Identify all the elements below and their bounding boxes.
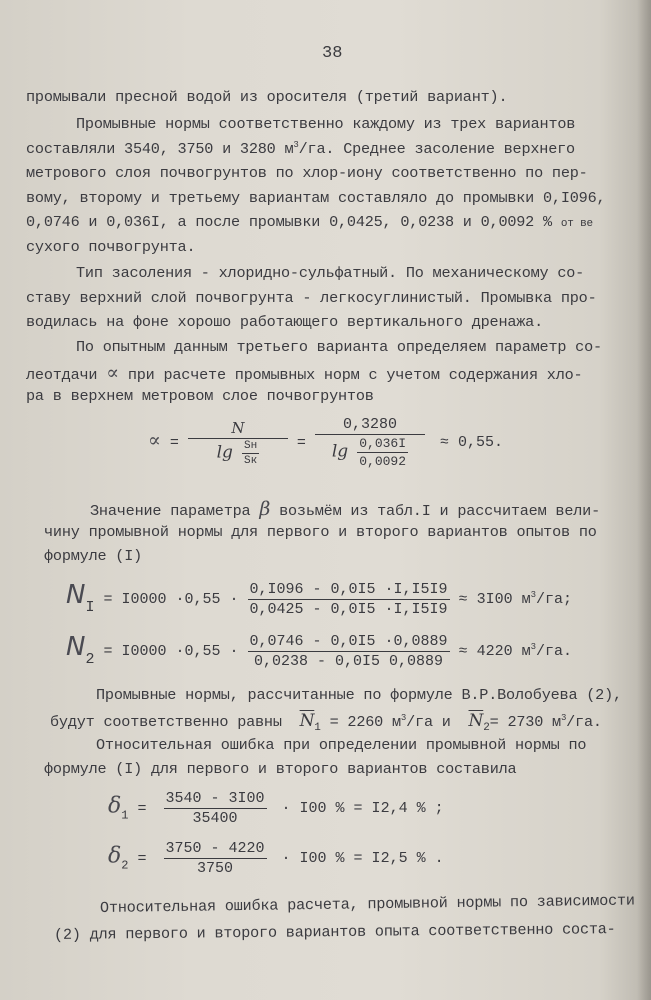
- equals-sign: =: [296, 434, 306, 452]
- text-line: [26, 213, 593, 231]
- subscript: 2: [483, 722, 490, 734]
- formula-result: · I00 % = I2,5 % .: [281, 850, 444, 868]
- text-line: сухого почвогрунта.: [26, 238, 196, 256]
- fraction: [315, 416, 425, 469]
- superscript: 3: [530, 590, 537, 600]
- numerator: 0,0746 - 0,0I5 ·0,0889: [249, 632, 448, 650]
- delta-symbol: δ: [108, 793, 122, 819]
- numerator: 0,I096 - 0,0I5 ·I,I5I9: [249, 580, 448, 598]
- denominator: 0,0238 - 0,0I5 0,0889: [254, 652, 444, 670]
- fraction: [248, 581, 450, 618]
- formula-n1: [66, 580, 572, 618]
- text-line: Тип засоления - хлоридно-сульфатный. По механическому со-: [76, 264, 585, 282]
- text-fragment: при расчете промывных норм с учетом содержания хло-: [127, 366, 583, 384]
- text-line: По опытным данным третьего варианта определяем параметр со-: [76, 338, 602, 356]
- alpha-symbol: ∝: [148, 429, 161, 452]
- denominator: 0,0092: [359, 454, 407, 469]
- text-line: Относительная ошибка при определении промывной нормы по: [96, 736, 587, 754]
- text-line: [50, 711, 602, 734]
- denominator: 35400: [192, 810, 238, 827]
- superscript: 3: [293, 140, 299, 150]
- fraction: [164, 840, 267, 877]
- formula-result: ≈ 4220 м: [458, 643, 531, 660]
- n-bar-symbol: $\overline{N}$: [299, 711, 315, 731]
- text-line: водилась на фоне хорошо работающего вертикального дренажа.: [26, 313, 544, 331]
- unit: /га.: [536, 643, 573, 660]
- subscript: 1: [314, 722, 321, 734]
- text-fragment: составляли 3540, 3750 и 3280 м: [26, 140, 294, 158]
- superscript: 3: [560, 713, 567, 723]
- formula-result: ≈ 3I00 м: [458, 591, 531, 608]
- superscript: 3: [530, 642, 537, 652]
- denominator: Sк: [243, 454, 258, 467]
- text-line: Относительная ошибка расчета, промывной нормы по зависимости: [99, 891, 635, 917]
- unit: /га;: [536, 591, 573, 608]
- numerator: 0,036I: [359, 436, 407, 451]
- denominator: 0,0425 - 0,0I5 ·I,I5I9: [249, 600, 448, 618]
- text-line: (2) для первого и второго вариантов опыта соответственно соста-: [53, 920, 616, 944]
- text-line: Промывные нормы, рассчитанные по формуле В.Р.Волобуева (2),: [96, 686, 622, 704]
- equals-sign: =: [137, 800, 147, 818]
- coefficient: = I0000 ·0,55 ·: [103, 591, 239, 608]
- log-label: lg: [216, 441, 233, 462]
- text-line: ставу верхний слой почвогрунта - легкосуглинистый. Промывка про-: [26, 289, 597, 307]
- text-line: чину промывной нормы для первого и второго вариантов опытов по: [44, 523, 597, 541]
- fraction: [242, 440, 259, 467]
- denominator: [188, 439, 288, 467]
- page-number: 38: [322, 44, 343, 63]
- subscript: I: [85, 599, 95, 616]
- numerator: N: [188, 419, 288, 439]
- text-line: Промывные нормы соответственно каждому из трех вариантов: [76, 115, 576, 133]
- numerator: 3750 - 4220: [165, 840, 265, 857]
- beta-symbol: β: [259, 498, 271, 520]
- fraction: [357, 436, 408, 469]
- subscript: 2: [121, 858, 129, 873]
- subscript: 2: [85, 651, 95, 668]
- text-fragment: /га и: [406, 713, 451, 731]
- text-fragment: /га. Среднее засоление верхнего: [298, 140, 575, 158]
- delta-symbol: δ: [108, 843, 122, 869]
- text-line: вому, второму и третьему вариантам составляло до промывки 0,I096,: [26, 189, 606, 207]
- log-label: lg: [331, 441, 349, 462]
- denominator: [315, 435, 425, 469]
- alpha-symbol: ∝: [106, 362, 119, 384]
- fraction: [188, 419, 288, 467]
- numerator: Sн: [243, 439, 258, 452]
- numerator: 0,3280: [315, 416, 425, 435]
- formula-result: · I00 % = I2,4 % ;: [281, 800, 444, 818]
- subscript: 1: [121, 808, 129, 823]
- text-line: формуле (I) для первого и второго вариантов составила: [44, 760, 517, 778]
- text-fragment: возьмём из табл.I и рассчитаем вели-: [279, 502, 600, 520]
- text-line: [90, 498, 600, 520]
- fraction: [248, 633, 450, 670]
- text-line: метрового слоя почвогрунтов по хлор-иону соответственно по пер-: [26, 164, 588, 182]
- text-line: [26, 140, 575, 158]
- text-fragment: = 2730 м: [489, 713, 561, 731]
- numerator: 3540 - 3I00: [165, 790, 265, 807]
- n-bar-symbol: $\overline{N}$: [468, 711, 484, 731]
- text-fragment: от ве: [560, 218, 593, 230]
- superscript: 3: [400, 713, 407, 723]
- text-line: [26, 362, 582, 384]
- fraction: [164, 790, 267, 827]
- text-line: промывали пресной водой из оросителя (третий вариант).: [26, 88, 508, 106]
- text-line: формуле (I): [44, 547, 143, 565]
- text-fragment: 0,0746 и 0,036I, а после промывки 0,0425, 0,0238 и 0,0092 %: [26, 213, 552, 231]
- formula-delta2: [108, 840, 444, 877]
- coefficient: = I0000 ·0,55 ·: [103, 643, 239, 660]
- formula-result: ≈ 0,55.: [439, 434, 503, 452]
- page-edge-shadow: [637, 0, 651, 1000]
- n-symbol: N: [66, 580, 86, 610]
- formula-alpha: [148, 416, 503, 469]
- text-fragment: /га.: [566, 713, 602, 731]
- equals-sign: =: [169, 434, 179, 452]
- text-fragment: = 2260 м: [329, 713, 401, 731]
- n-symbol: N: [66, 632, 86, 662]
- denominator: 3750: [197, 860, 234, 877]
- text-fragment: леотдачи: [26, 366, 98, 384]
- formula-n2: [66, 632, 572, 670]
- text-fragment: Значение параметра: [90, 502, 251, 520]
- equals-sign: =: [137, 850, 147, 868]
- formula-delta1: [108, 790, 444, 827]
- text-line: ра в верхнем метровом слое почвогрунтов: [26, 387, 374, 405]
- text-fragment: будут соответственно равны: [50, 713, 282, 731]
